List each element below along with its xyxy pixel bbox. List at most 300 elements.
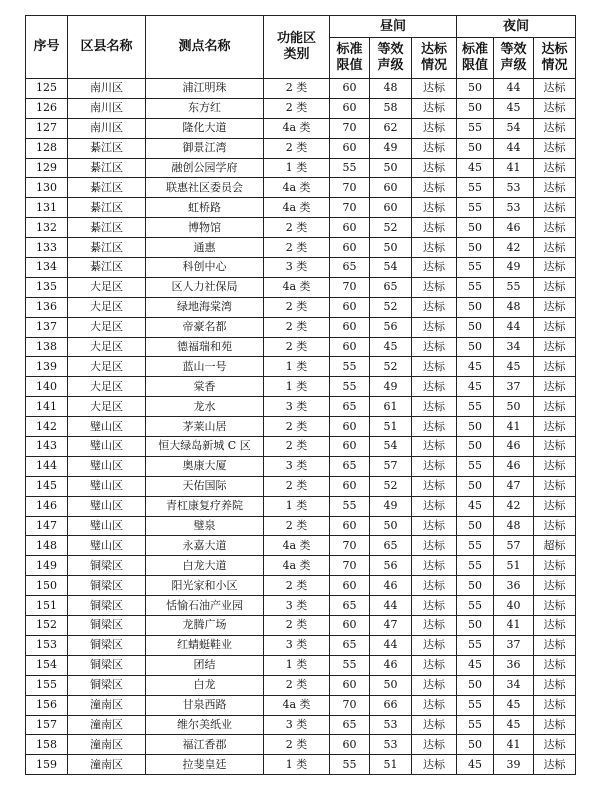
cell-day-status: 达标: [412, 218, 457, 238]
cell-district: 璧山区: [68, 536, 146, 556]
cell-zone: 1 类: [264, 377, 330, 397]
cell-night-level: 39: [494, 755, 534, 775]
cell-night-status: 达标: [534, 635, 576, 655]
cell-index: 148: [26, 536, 68, 556]
cell-site: 浦江明珠: [146, 79, 264, 99]
header-site: 测点名称: [146, 16, 264, 79]
cell-day-level: 52: [370, 357, 412, 377]
cell-day-limit: 60: [330, 238, 370, 258]
cell-day-limit: 55: [330, 655, 370, 675]
cell-day-limit: 65: [330, 456, 370, 476]
cell-night-limit: 55: [457, 635, 494, 655]
cell-zone: 4a 类: [264, 277, 330, 297]
cell-day-limit: 60: [330, 476, 370, 496]
cell-day-status: 达标: [412, 695, 457, 715]
cell-district: 铜梁区: [68, 616, 146, 636]
noise-monitoring-table: [25, 15, 576, 775]
cell-night-level: 48: [494, 516, 534, 536]
cell-night-status: 达标: [534, 377, 576, 397]
cell-day-limit: 65: [330, 258, 370, 278]
table-row: [26, 635, 576, 655]
cell-night-limit: 50: [457, 417, 494, 437]
cell-night-limit: 50: [457, 337, 494, 357]
cell-day-limit: 60: [330, 138, 370, 158]
cell-night-status: 达标: [534, 297, 576, 317]
cell-night-level: 45: [494, 715, 534, 735]
cell-zone: 3 类: [264, 635, 330, 655]
cell-district: 璧山区: [68, 476, 146, 496]
cell-site: 联惠社区委员会: [146, 178, 264, 198]
cell-day-level: 50: [370, 158, 412, 178]
cell-index: 152: [26, 616, 68, 636]
cell-night-limit: 50: [457, 616, 494, 636]
cell-zone: 3 类: [264, 715, 330, 735]
cell-index: 129: [26, 158, 68, 178]
cell-day-status: 达标: [412, 317, 457, 337]
cell-night-level: 44: [494, 138, 534, 158]
cell-night-level: 44: [494, 317, 534, 337]
cell-night-status: 达标: [534, 317, 576, 337]
cell-district: 綦江区: [68, 238, 146, 258]
cell-night-status: 达标: [534, 616, 576, 636]
cell-day-limit: 70: [330, 556, 370, 576]
cell-index: 135: [26, 277, 68, 297]
cell-site: 白龙大道: [146, 556, 264, 576]
cell-day-level: 44: [370, 596, 412, 616]
cell-night-status: 达标: [534, 218, 576, 238]
cell-index: 159: [26, 755, 68, 775]
cell-zone: 2 类: [264, 98, 330, 118]
cell-night-status: 达标: [534, 735, 576, 755]
cell-night-status: 达标: [534, 277, 576, 297]
cell-night-level: 46: [494, 437, 534, 457]
cell-index: 147: [26, 516, 68, 536]
cell-night-level: 42: [494, 496, 534, 516]
cell-index: 142: [26, 417, 68, 437]
cell-day-status: 达标: [412, 178, 457, 198]
cell-site: 青杠康复疗养院: [146, 496, 264, 516]
cell-night-level: 44: [494, 79, 534, 99]
cell-night-level: 50: [494, 397, 534, 417]
cell-day-status: 达标: [412, 655, 457, 675]
cell-site: 龙腾广场: [146, 616, 264, 636]
header-day-limit-line1: 标准: [336, 42, 363, 57]
cell-district: 铜梁区: [68, 576, 146, 596]
cell-night-limit: 50: [457, 138, 494, 158]
cell-night-status: 达标: [534, 258, 576, 278]
header-day-level: [370, 38, 412, 79]
cell-night-limit: 45: [457, 377, 494, 397]
header-night-limit: [457, 38, 494, 79]
cell-site: 璧泉: [146, 516, 264, 536]
cell-day-level: 66: [370, 695, 412, 715]
cell-day-level: 51: [370, 755, 412, 775]
cell-day-level: 60: [370, 178, 412, 198]
cell-day-limit: 60: [330, 576, 370, 596]
cell-day-level: 50: [370, 238, 412, 258]
cell-day-level: 54: [370, 437, 412, 457]
cell-day-limit: 60: [330, 79, 370, 99]
cell-day-level: 52: [370, 297, 412, 317]
cell-site: 拉斐皇廷: [146, 755, 264, 775]
cell-index: 153: [26, 635, 68, 655]
cell-district: 大足区: [68, 277, 146, 297]
cell-night-level: 57: [494, 536, 534, 556]
cell-night-limit: 55: [457, 118, 494, 138]
cell-zone: 4a 类: [264, 695, 330, 715]
cell-zone: 1 类: [264, 158, 330, 178]
table-row: [26, 437, 576, 457]
cell-zone: 1 类: [264, 496, 330, 516]
cell-night-level: 40: [494, 596, 534, 616]
cell-night-limit: 45: [457, 357, 494, 377]
cell-day-level: 49: [370, 377, 412, 397]
cell-night-level: 47: [494, 476, 534, 496]
cell-district: 綦江区: [68, 158, 146, 178]
cell-day-limit: 70: [330, 198, 370, 218]
table-row: [26, 377, 576, 397]
table-row: [26, 178, 576, 198]
table-row: [26, 337, 576, 357]
cell-day-status: 达标: [412, 377, 457, 397]
cell-index: 149: [26, 556, 68, 576]
cell-day-level: 54: [370, 258, 412, 278]
cell-day-limit: 60: [330, 616, 370, 636]
cell-day-level: 53: [370, 735, 412, 755]
table-row: [26, 138, 576, 158]
cell-zone: 3 类: [264, 258, 330, 278]
cell-zone: 2 类: [264, 417, 330, 437]
cell-zone: 2 类: [264, 576, 330, 596]
cell-district: 南川区: [68, 79, 146, 99]
cell-day-status: 达标: [412, 417, 457, 437]
cell-night-level: 41: [494, 158, 534, 178]
cell-site: 通惠: [146, 238, 264, 258]
cell-night-level: 49: [494, 258, 534, 278]
cell-index: 130: [26, 178, 68, 198]
cell-index: 144: [26, 456, 68, 476]
table-row: [26, 536, 576, 556]
cell-night-level: 34: [494, 337, 534, 357]
cell-night-limit: 50: [457, 98, 494, 118]
cell-night-level: 46: [494, 218, 534, 238]
cell-night-level: 45: [494, 357, 534, 377]
header-district: 区县名称: [68, 16, 146, 79]
cell-day-status: 达标: [412, 357, 457, 377]
cell-night-limit: 55: [457, 536, 494, 556]
table-row: [26, 496, 576, 516]
cell-index: 143: [26, 437, 68, 457]
cell-day-limit: 55: [330, 755, 370, 775]
cell-district: 潼南区: [68, 735, 146, 755]
cell-night-limit: 55: [457, 277, 494, 297]
cell-index: 125: [26, 79, 68, 99]
cell-night-status: 达标: [534, 198, 576, 218]
cell-day-limit: 70: [330, 277, 370, 297]
cell-district: 南川区: [68, 98, 146, 118]
cell-index: 154: [26, 655, 68, 675]
cell-day-limit: 60: [330, 297, 370, 317]
cell-zone: 2 类: [264, 476, 330, 496]
cell-night-status: 达标: [534, 715, 576, 735]
cell-zone: 2 类: [264, 337, 330, 357]
cell-index: 157: [26, 715, 68, 735]
cell-zone: 2 类: [264, 675, 330, 695]
cell-night-limit: 50: [457, 735, 494, 755]
cell-zone: 2 类: [264, 735, 330, 755]
cell-day-status: 达标: [412, 437, 457, 457]
cell-district: 大足区: [68, 397, 146, 417]
cell-night-level: 55: [494, 277, 534, 297]
cell-day-level: 56: [370, 556, 412, 576]
cell-night-limit: 55: [457, 258, 494, 278]
cell-index: 155: [26, 675, 68, 695]
cell-day-level: 53: [370, 715, 412, 735]
cell-day-level: 52: [370, 218, 412, 238]
table-row: [26, 317, 576, 337]
cell-day-level: 61: [370, 397, 412, 417]
table-row: [26, 218, 576, 238]
cell-night-limit: 45: [457, 496, 494, 516]
cell-district: 铜梁区: [68, 675, 146, 695]
cell-night-level: 42: [494, 238, 534, 258]
cell-day-status: 达标: [412, 238, 457, 258]
cell-day-status: 达标: [412, 277, 457, 297]
table-row: [26, 675, 576, 695]
cell-site: 阳光家和小区: [146, 576, 264, 596]
cell-day-level: 50: [370, 516, 412, 536]
cell-district: 南川区: [68, 118, 146, 138]
cell-night-status: 达标: [534, 238, 576, 258]
cell-zone: 2 类: [264, 516, 330, 536]
cell-night-status: 达标: [534, 138, 576, 158]
cell-district: 璧山区: [68, 417, 146, 437]
cell-day-level: 58: [370, 98, 412, 118]
cell-index: 128: [26, 138, 68, 158]
cell-site: 福江香郡: [146, 735, 264, 755]
table-row: [26, 476, 576, 496]
cell-night-level: 48: [494, 297, 534, 317]
cell-day-level: 45: [370, 337, 412, 357]
cell-night-status: 达标: [534, 576, 576, 596]
cell-index: 156: [26, 695, 68, 715]
cell-site: 红蜻蜓鞋业: [146, 635, 264, 655]
cell-night-level: 41: [494, 417, 534, 437]
cell-index: 133: [26, 238, 68, 258]
cell-night-status: 达标: [534, 79, 576, 99]
cell-day-limit: 60: [330, 516, 370, 536]
table-row: [26, 456, 576, 476]
cell-day-limit: 55: [330, 496, 370, 516]
cell-night-status: 达标: [534, 596, 576, 616]
cell-zone: 2 类: [264, 437, 330, 457]
cell-night-level: 37: [494, 635, 534, 655]
table-row: [26, 417, 576, 437]
cell-district: 璧山区: [68, 456, 146, 476]
cell-day-status: 达标: [412, 158, 457, 178]
cell-district: 璧山区: [68, 437, 146, 457]
cell-day-limit: 60: [330, 675, 370, 695]
cell-zone: 2 类: [264, 616, 330, 636]
table-row: [26, 695, 576, 715]
cell-index: 126: [26, 98, 68, 118]
cell-night-limit: 45: [457, 158, 494, 178]
cell-night-status: 达标: [534, 437, 576, 457]
cell-zone: 1 类: [264, 655, 330, 675]
cell-day-status: 达标: [412, 98, 457, 118]
cell-zone: 2 类: [264, 218, 330, 238]
cell-night-status: 超标: [534, 536, 576, 556]
cell-night-level: 34: [494, 675, 534, 695]
cell-district: 铜梁区: [68, 635, 146, 655]
cell-site: 龙水: [146, 397, 264, 417]
header-night-status: [534, 38, 576, 79]
cell-night-level: 41: [494, 735, 534, 755]
cell-site: 茅莱山居: [146, 417, 264, 437]
cell-zone: 2 类: [264, 138, 330, 158]
cell-district: 綦江区: [68, 218, 146, 238]
cell-night-limit: 50: [457, 675, 494, 695]
cell-index: 127: [26, 118, 68, 138]
cell-night-limit: 50: [457, 317, 494, 337]
cell-day-level: 65: [370, 536, 412, 556]
header-day: 昼间: [330, 16, 457, 38]
cell-night-limit: 50: [457, 516, 494, 536]
cell-day-status: 达标: [412, 118, 457, 138]
cell-index: 131: [26, 198, 68, 218]
cell-site: 维尔美纸业: [146, 715, 264, 735]
cell-night-status: 达标: [534, 675, 576, 695]
cell-night-limit: 50: [457, 476, 494, 496]
cell-day-level: 47: [370, 616, 412, 636]
cell-day-status: 达标: [412, 715, 457, 735]
table-row: [26, 79, 576, 99]
cell-site: 团结: [146, 655, 264, 675]
cell-site: 永嘉大道: [146, 536, 264, 556]
cell-day-status: 达标: [412, 635, 457, 655]
cell-day-limit: 65: [330, 715, 370, 735]
cell-day-status: 达标: [412, 616, 457, 636]
cell-day-status: 达标: [412, 536, 457, 556]
cell-district: 大足区: [68, 377, 146, 397]
cell-district: 大足区: [68, 357, 146, 377]
cell-site: 融创公园学府: [146, 158, 264, 178]
cell-day-status: 达标: [412, 397, 457, 417]
table-row: [26, 576, 576, 596]
cell-night-level: 54: [494, 118, 534, 138]
cell-district: 大足区: [68, 337, 146, 357]
cell-day-status: 达标: [412, 297, 457, 317]
cell-index: 145: [26, 476, 68, 496]
table-row: [26, 297, 576, 317]
cell-night-status: 达标: [534, 178, 576, 198]
cell-district: 綦江区: [68, 258, 146, 278]
cell-site: 虹桥路: [146, 198, 264, 218]
cell-night-level: 51: [494, 556, 534, 576]
header-night-level-line2: 声级: [500, 58, 527, 73]
cell-zone: 1 类: [264, 357, 330, 377]
header-night-status-line1: 达标: [541, 42, 568, 57]
cell-night-status: 达标: [534, 556, 576, 576]
cell-day-limit: 70: [330, 118, 370, 138]
header-day-limit: [330, 38, 370, 79]
cell-night-status: 达标: [534, 417, 576, 437]
cell-night-level: 36: [494, 576, 534, 596]
cell-night-status: 达标: [534, 357, 576, 377]
cell-night-status: 达标: [534, 337, 576, 357]
cell-zone: 4a 类: [264, 198, 330, 218]
cell-night-limit: 50: [457, 218, 494, 238]
cell-index: 141: [26, 397, 68, 417]
cell-night-limit: 45: [457, 755, 494, 775]
header-zone-line1: 功能区: [276, 31, 316, 46]
table-row: [26, 755, 576, 775]
cell-site: 德福瑞和苑: [146, 337, 264, 357]
table-row: [26, 616, 576, 636]
header-night: 夜间: [457, 16, 576, 38]
cell-day-status: 达标: [412, 258, 457, 278]
cell-site: 恒大绿岛新城 C 区: [146, 437, 264, 457]
cell-district: 綦江区: [68, 138, 146, 158]
cell-day-limit: 60: [330, 98, 370, 118]
table-body: [26, 79, 576, 775]
cell-day-status: 达标: [412, 556, 457, 576]
cell-index: 138: [26, 337, 68, 357]
cell-district: 大足区: [68, 297, 146, 317]
cell-day-level: 49: [370, 138, 412, 158]
cell-day-status: 达标: [412, 675, 457, 695]
cell-day-limit: 65: [330, 596, 370, 616]
cell-night-limit: 45: [457, 655, 494, 675]
cell-zone: 4a 类: [264, 178, 330, 198]
cell-day-level: 44: [370, 635, 412, 655]
cell-day-status: 达标: [412, 576, 457, 596]
header-day-level-line2: 声级: [377, 58, 404, 73]
cell-day-level: 62: [370, 118, 412, 138]
header-day-limit-line2: 限值: [336, 58, 363, 73]
table-row: [26, 715, 576, 735]
cell-day-status: 达标: [412, 198, 457, 218]
cell-site: 东方红: [146, 98, 264, 118]
cell-day-status: 达标: [412, 755, 457, 775]
cell-night-level: 53: [494, 198, 534, 218]
cell-site: 帝豪名都: [146, 317, 264, 337]
table-row: [26, 516, 576, 536]
cell-district: 潼南区: [68, 715, 146, 735]
cell-night-limit: 55: [457, 397, 494, 417]
cell-night-level: 46: [494, 456, 534, 476]
cell-index: 150: [26, 576, 68, 596]
cell-day-limit: 70: [330, 695, 370, 715]
table-row: [26, 357, 576, 377]
cell-night-level: 45: [494, 98, 534, 118]
cell-site: 绿地海棠湾: [146, 297, 264, 317]
cell-zone: 3 类: [264, 456, 330, 476]
cell-day-limit: 65: [330, 635, 370, 655]
cell-site: 奥康大厦: [146, 456, 264, 476]
cell-night-limit: 55: [457, 695, 494, 715]
cell-night-level: 37: [494, 377, 534, 397]
cell-night-status: 达标: [534, 476, 576, 496]
cell-site: 御景江湾: [146, 138, 264, 158]
cell-site: 天佑国际: [146, 476, 264, 496]
cell-day-limit: 60: [330, 437, 370, 457]
cell-zone: 4a 类: [264, 536, 330, 556]
cell-night-level: 45: [494, 695, 534, 715]
cell-day-status: 达标: [412, 456, 457, 476]
cell-day-status: 达标: [412, 496, 457, 516]
cell-zone: 3 类: [264, 397, 330, 417]
